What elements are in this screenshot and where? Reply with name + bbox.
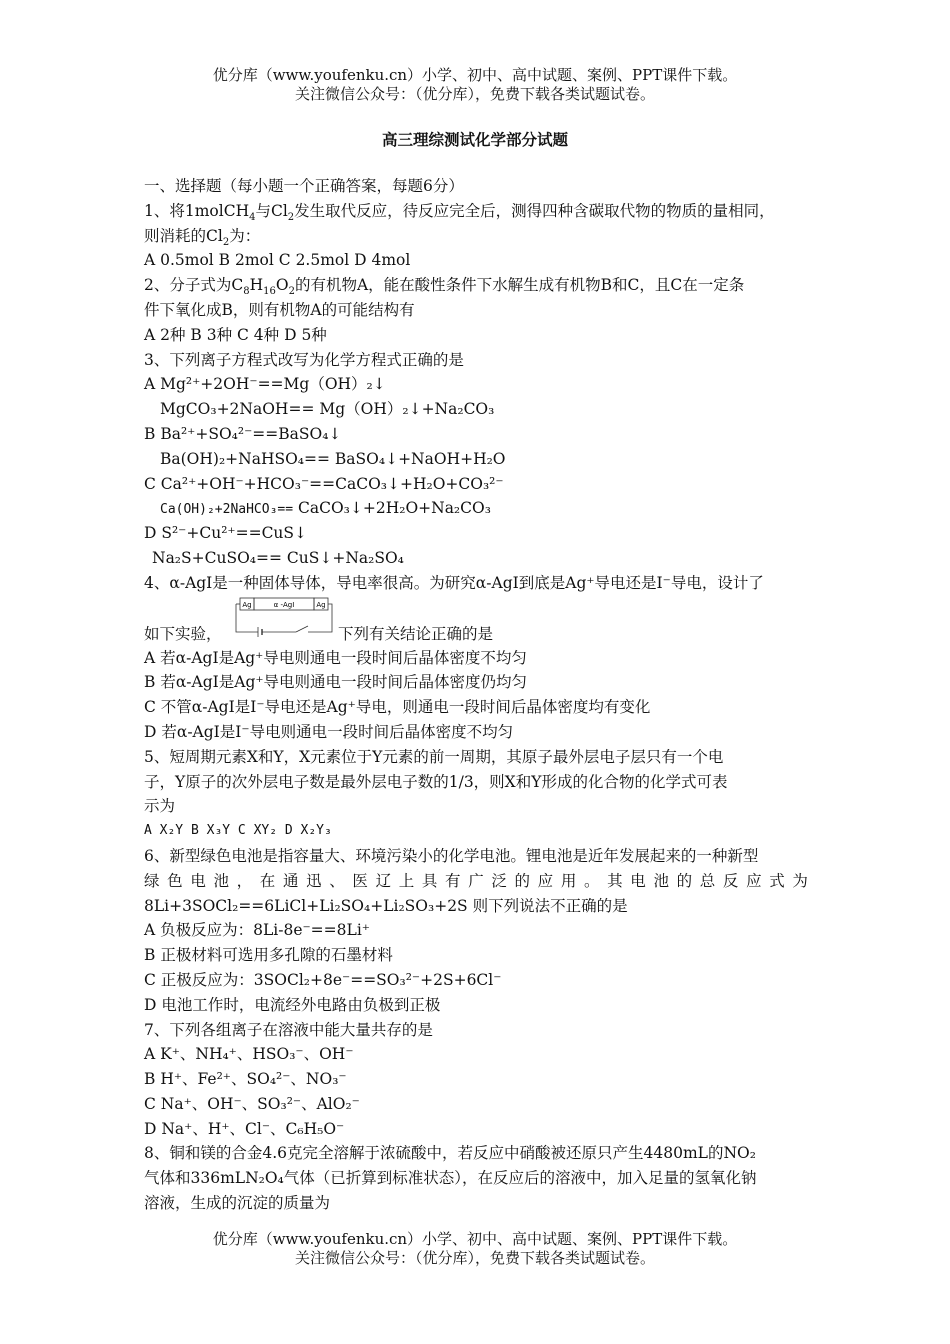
q3-option-a-chem: MgCO₃+2NaOH== Mg（OH）₂↓+Na₂CO₃ bbox=[160, 400, 495, 419]
q1-text: 1、将1molCH bbox=[144, 201, 250, 220]
q6-justified-char: 广 bbox=[468, 871, 484, 890]
q6-justified-char: 池 bbox=[213, 871, 229, 890]
q4-text: 下列有关结论正确的是 bbox=[338, 624, 494, 643]
electrolysis-diagram bbox=[232, 594, 338, 638]
q3-option-a-ion: A Mg²⁺+2OH⁻==Mg（OH）₂↓ bbox=[144, 375, 386, 394]
q1-stem bbox=[144, 199, 808, 224]
q1-text: 与Cl bbox=[255, 201, 288, 220]
q6-stem-3: 8Li+3SOCl₂==6LiCl+Li₂SO₄+Li₂SO₃+2S 则下列说法不正确的是 bbox=[144, 896, 628, 915]
q2-options: A 2种 B 3种 C 4种 D 5种 bbox=[144, 325, 327, 344]
q7-option-b: B H⁺、Fe²⁺、SO₄²⁻、NO₃⁻ bbox=[144, 1070, 347, 1089]
q3-option-d-chem: Na₂S+CuSO₄== CuS↓+Na₂SO₄ bbox=[152, 548, 404, 567]
q6-justified-char: 色 bbox=[167, 871, 183, 890]
q6-option-b: B 正极材料可选用多孔隙的石墨材料 bbox=[144, 946, 393, 965]
q1-text: 则消耗的Cl bbox=[144, 226, 223, 245]
subscript: 2 bbox=[222, 236, 230, 248]
q6-justified-char: 应 bbox=[537, 871, 554, 890]
q6-justified-char: 池 bbox=[653, 871, 669, 890]
q6-justified-char: 为 bbox=[792, 871, 808, 890]
q6-justified-char: 辽 bbox=[375, 871, 392, 890]
q6-justified-char: 、 bbox=[329, 871, 345, 890]
q7-stem: 7、下列各组离子在溶液中能大量共存的是 bbox=[144, 1020, 433, 1039]
q6-justified-char: 用 bbox=[560, 871, 577, 890]
q6-justified-char: 具 bbox=[421, 871, 438, 890]
q6-justified-char: 医 bbox=[352, 871, 368, 890]
q3-option-c-ion: C Ca²⁺+OH⁻+HCO₃⁻==CaCO₃↓+H₂O+CO₃²⁻ bbox=[144, 474, 504, 493]
q3-option-b-ion: B Ba²⁺+SO₄²⁻==BaSO₄↓ bbox=[144, 424, 342, 443]
q3-option-d-ion: D S²⁻+Cu²⁺==CuS↓ bbox=[144, 524, 308, 543]
q6-justified-char: 电 bbox=[190, 871, 206, 890]
subscript: 16 bbox=[263, 286, 276, 298]
q6-justified-char: 的 bbox=[676, 871, 693, 890]
q6-justified-char: 应 bbox=[746, 871, 762, 890]
q2-text: 2、分子式为C bbox=[144, 276, 244, 295]
q5-stem-1: 5、短周期元素X和Y，X元素位于Y元素的前一周期，其原子最外层电子层只有一个电 bbox=[144, 747, 724, 766]
subscript: 4 bbox=[249, 211, 256, 223]
q6-stem-1: 6、新型绿色电池是指容量大、环境污染小的化学电池。锂电池是近年发展起来的一种新型 bbox=[144, 846, 759, 865]
q4-text: 如下实验， bbox=[144, 624, 222, 643]
q6-justified-char: 反 bbox=[722, 871, 739, 890]
q3-c-chem-part: CaCO₃↓+2H₂O+Na₂CO₃ bbox=[293, 499, 491, 518]
q4-option-a: A 若α-AgI是Ag⁺导电则通电一段时间后晶体密度不均匀 bbox=[144, 648, 527, 667]
q6-justified-char: 绿 bbox=[144, 871, 160, 890]
header-line-1: 优分库（www.youfenku.cn）小学、初中、高中试题、案例、PPT课件下载。 bbox=[212, 66, 738, 84]
q2-stem bbox=[144, 273, 808, 298]
q3-option-b-chem: Ba(OH)₂+NaHSO₄== BaSO₄↓+NaOH+H₂O bbox=[160, 449, 506, 468]
q1-stem-2 bbox=[144, 224, 808, 249]
footer-line-2: 关注微信公众号：（优分库），免费下载各类试题试卷。 bbox=[294, 1249, 655, 1267]
page-header bbox=[0, 66, 950, 104]
q6-option-a: A 负极反应为：8Li-8e⁻==8Li⁺ bbox=[144, 921, 370, 940]
q5-options: A X₂Y B X₃Y C XY₂ D X₂Y₃ bbox=[144, 823, 332, 839]
q2-text: O bbox=[275, 276, 289, 295]
q4-option-d: D 若α-AgI是I⁻导电则通电一段时间后晶体密度不均匀 bbox=[144, 722, 514, 741]
q5-stem-2: 子，Y原子的次外层电子数是最外层电子数的1/3，则X和Y形成的化合物的化学式可表 bbox=[144, 772, 728, 791]
q6-justified-char: 泛 bbox=[491, 871, 507, 890]
section-heading: 一、选择题（每小题一个正确答案，每题6分） bbox=[144, 177, 464, 195]
q6-justified-char: 有 bbox=[445, 871, 461, 890]
q6-stem-2 bbox=[144, 869, 808, 894]
q7-option-c: C Na⁺、OH⁻、SO₃²⁻、AlO₂⁻ bbox=[144, 1094, 360, 1113]
q6-justified-char: 电 bbox=[630, 871, 646, 890]
subscript: 2 bbox=[288, 286, 295, 298]
q8-stem-1: 8、铜和镁的合金4.6克完全溶解于浓硫酸中，若反应中硝酸被还原只产生4480mL的NO₂ bbox=[144, 1144, 756, 1163]
q4-option-b: B 若α-AgI是Ag⁺导电则通电一段时间后晶体密度仍均匀 bbox=[144, 673, 528, 692]
header-line-2: 关注微信公众号：（优分库），免费下载各类试题试卷。 bbox=[294, 85, 655, 103]
q1-options: A 0.5mol B 2mol C 2.5mol D 4mol bbox=[144, 251, 411, 270]
q6-justified-char: 的 bbox=[514, 871, 531, 890]
q1-text: 为： bbox=[229, 226, 261, 245]
q4-option-c: C 不管α-AgI是I⁻导电还是Ag⁺导电，则通电一段时间后晶体密度均有变化 bbox=[144, 698, 651, 717]
diagram-ag-left: Ag bbox=[242, 600, 252, 609]
subscript: 2 bbox=[287, 211, 295, 223]
q6-justified-char: 其 bbox=[607, 871, 623, 890]
exam-content bbox=[144, 174, 808, 1216]
q6-justified-char: 在 bbox=[259, 871, 276, 890]
q5-stem-3: 示为 bbox=[144, 797, 176, 816]
q8-stem-3: 溶液，生成的沉淀的质量为 bbox=[144, 1194, 331, 1213]
page-footer bbox=[0, 1230, 950, 1268]
q6-justified-char: 总 bbox=[699, 871, 716, 890]
q6-justified-char: 式 bbox=[769, 871, 785, 890]
q2-text: 的有机物A，能在酸性条件下水解生成有机物B和C，且C在一定条 bbox=[294, 276, 745, 295]
subscript: 8 bbox=[243, 286, 250, 298]
q8-stem-2: 气体和336mLN₂O₄气体（已折算到标准状态），在反应后的溶液中，加入足量的氢氧化钠 bbox=[144, 1169, 757, 1188]
q3-stem: 3、下列离子方程式改写为化学方程式正确的是 bbox=[144, 350, 464, 369]
q3-option-c-chem bbox=[144, 496, 808, 521]
q1-text: 发生取代反应，待反应完全后，测得四种含碳取代物的物质的量相同， bbox=[294, 201, 775, 220]
q4-stem: 4、α-AgI是一种固体导体，导电率很高。为研究α-AgI到底是Ag⁺导电还是I⁻导电，设计了 bbox=[144, 573, 764, 592]
diagram-ag-right: Ag bbox=[316, 600, 326, 609]
q6-justified-char: 上 bbox=[398, 871, 415, 890]
q6-justified-char: 迅 bbox=[306, 871, 322, 890]
page-title: 高三理综测试化学部分试题 bbox=[381, 130, 568, 149]
q4-stem-2 bbox=[144, 596, 808, 646]
q6-option-d: D 电池工作时，电流经外电路由负极到正极 bbox=[144, 995, 441, 1014]
q7-option-a: A K⁺、NH₄⁺、HSO₃⁻、OH⁻ bbox=[144, 1045, 354, 1064]
q6-option-c: C 正极反应为：3SOCl₂+8e⁻==SO₃²⁻+2S+6Cl⁻ bbox=[144, 970, 502, 989]
diagram-agi: α -AgI bbox=[273, 600, 295, 609]
q7-option-d: D Na⁺、H⁺、Cl⁻、C₆H₅O⁻ bbox=[144, 1119, 345, 1138]
footer-line-1: 优分库（www.youfenku.cn）小学、初中、高中试题、案例、PPT课件下载。 bbox=[212, 1230, 738, 1248]
q6-justified-char: 通 bbox=[282, 871, 299, 890]
q6-justified-char: ， bbox=[236, 871, 253, 890]
q2-stem-2: 件下氧化成B，则有机物A的可能结构有 bbox=[144, 300, 415, 319]
q3-c-chem-part: Ca(OH)₂+2NaHCO₃== bbox=[160, 502, 294, 518]
q6-justified-char: 。 bbox=[583, 871, 600, 890]
q2-text: H bbox=[249, 276, 264, 295]
